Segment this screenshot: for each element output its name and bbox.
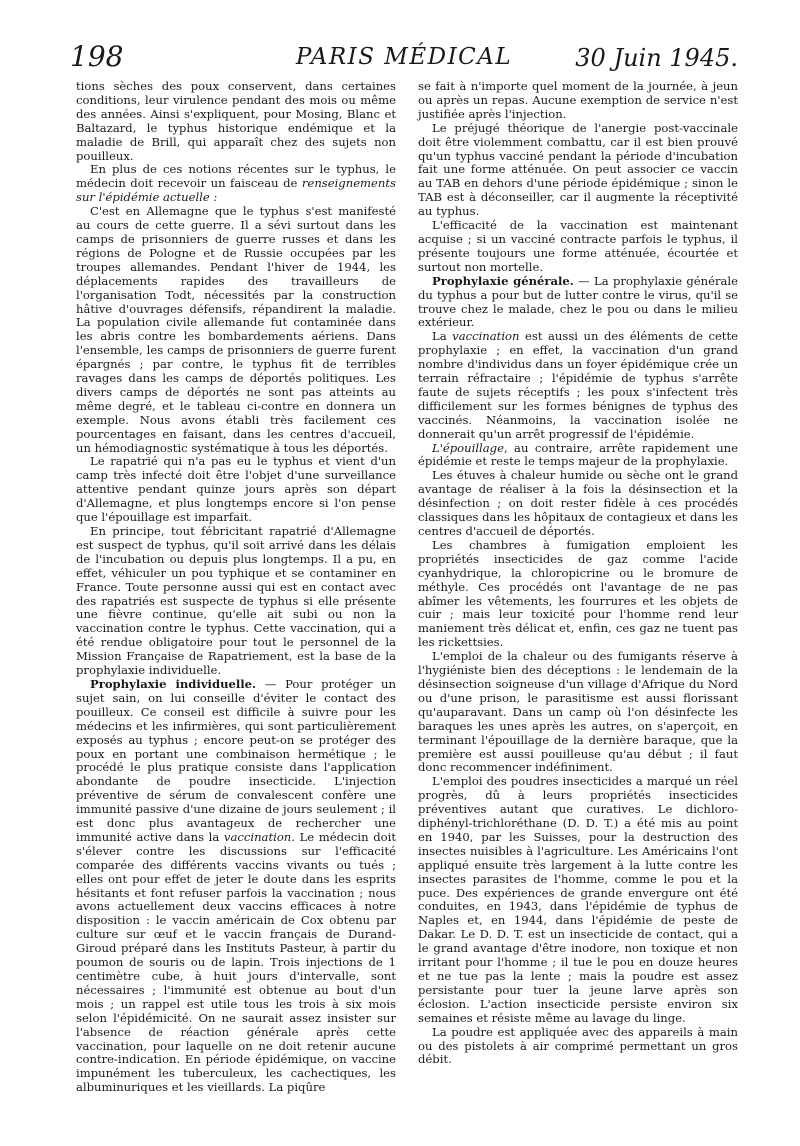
emphasis-text: vaccination: [223, 829, 292, 844]
paragraph: Le rapatrié qui n'a pas eu le typhus et vient d'un camp très infecté doit être l'objet d'une surveillance attentive pendant quinze jours après son départ d'Allemagne, et plus longtemps encore si l'on pense que l'épouillage est imparfait.: [76, 454, 396, 525]
emphasis-text: vaccination: [452, 329, 520, 344]
paragraph-text: — La prophylaxie générale du typhus a pour but de lutter contre le virus, qu'il se trouve chez le malade, chez le pou ou dans le milieu extérieur.: [418, 273, 738, 330]
paragraph-text: La: [432, 329, 453, 344]
paragraph: L'emploi des poudres insecticides a marqué un réel progrès, dû à leurs propriétés insecticides préventives autant que curatives. Le dichloro-diphényl-trichloréthane (D. D. T.) a été mis au point en 1940, par les Suisses, pour la destruction des insectes nuisibles à l'agriculture. Les Américains l'ont appliqué ensuite très largement à la lutte contre les insectes parasites de l'homme, comme le pou et la puce. Des expériences de grande envergure ont été conduites, en 1943, dans l'épidémie de typhus de Naples et, en 1944, dans l'épidémie de peste de Dakar. Le D. D. T. est un insecticide de contact, qui a le grand avantage d'être inodore, non toxique et non irritant pour l'homme ; il tue le pou en douze heures et ne tue pas la lente ; mais la poudre est assez persistante pour tuer la jeune larve après son éclosion. L'action insecticide persiste environ six semaines et résiste même au lavage du linge.: [418, 774, 738, 1025]
paragraph: tions sèches des poux conservent, dans certaines conditions, leur virulence pendant des mois ou même des années. Ainsi s'expliquent, pour Mosing, Blanc et Baltazard, le typhus historique endémique et la maladie de Brill, qui apparaît chez des sujets non pouilleux.: [76, 79, 396, 163]
section-prophylaxie-individuelle: [76, 678, 396, 1095]
page-header: [70, 40, 738, 80]
paragraph-text: . Le médecin doit s'élever contre les discussions sur l'efficacité comparée des différents vaccins vivants ou tués ; elles ont pour effet de jeter le doute dans les esprits hésitants et font refuser parfois la vaccination ; nous avons actuellement deux vaccins efficaces à notre disposition : le vaccin américain de Cox obtenu par culture sur œuf et le vaccin français de Durand-Giroud préparé dans les Instituts Pasteur, à partir du poumon de souris ou de lapin. Trois injections de 1 centimètre cube, à huit jours d'intervalle, sont nécessaires ; l'immunité est obtenue au bout d'un mois ; un rappel est utile tous les trois à six mois selon l'épidémicité. On ne saurait assez insister sur l'absence de réaction générale après cette vaccination, pour laquelle on ne doit retenir aucune contre-indication. En période épidémique, on vaccine impunément les tuberculeux, les cachectiques, les albuminuriques et les vieillards. La piqûre: [76, 829, 396, 1095]
left-column: [76, 79, 396, 1095]
paragraph-text: , au contraire, arrête rapidement une épidémie et reste le temps majeur de la prophylaxie.: [418, 440, 738, 469]
right-column: [418, 80, 738, 1080]
paragraph-text: — Pour protéger un sujet sain, on lui conseille d'éviter le contact des pouilleux. Ce conseil est difficile à suivre pour les médecins et les infirmières, qui sont particulièrement exposés au typhus ; encore peut-on se protéger des poux en portant une combinaison hermétique ; le procédé le plus pratique consiste dans l'application abondante de poudre insecticide. L'injection préventive de sérum de convalescent confère une immunité passive d'une dizaine de jours seulement ; il est donc plus avantageux de rechercher une immunité active dans la: [76, 676, 396, 844]
emphasis-text: renseignements sur l'épidémie actuelle :: [76, 176, 396, 205]
paragraph-text: En plus de ces notions récentes sur le typhus, le médecin doit recevoir un faisceau de: [76, 162, 396, 191]
page-number: 198: [70, 40, 124, 73]
paragraph: Le préjugé théorique de l'anergie post-vaccinale doit être violemment combattu, car il est bien prouvé qu'un typhus vacciné pendant la période d'incubation fait une forme atténuée. On peut associer ce vaccin au TAB en dehors d'une période épidémique ; sinon le TAB est à déconseiller, car il augmente la réceptivité au typhus.: [418, 120, 738, 219]
journal-title: PARIS MÉDICAL: [295, 44, 513, 70]
paragraph: La poudre est appliquée avec des appareils à main ou des pistolets à air comprimé permettant un gros débit.: [418, 1024, 738, 1067]
paragraph: C'est en Allemagne que le typhus s'est manifesté au cours de cette guerre. Il a sévi surtout dans les camps de prisonniers de guerre russes et dans les régions de Pologne et de Russie occupées par les troupes allemandes. Pendant l'hiver de 1944, les déplacements rapides des travailleurs de l'organisation Todt, nécessités par la construction hâtive d'ouvrages défensifs, répandirent la maladie. La population civile allemande fut contaminée dans les abris contre les bombardements aériens. Dans l'ensemble, les camps de prisonniers de guerre furent épargnés ; par contre, le typhus fit de terribles ravages dans les camps de déportés politiques. Les divers camps de déportés ne sont pas atteints au même degré, et le tableau ci-contre en donnera un exemple. Nous avons établi très facilement ces pourcentages en faisant, dans les centres d'accueil, un hémodiagnostic systématique à tous les déportés.: [76, 204, 396, 455]
paragraph: Les étuves à chaleur humide ou sèche ont le grand avantage de réaliser à la fois la désinsection et la désinfection ; on doit rester fidèle à ces procédés classiques dans les hôpitaux de contagieux et dans les centres d'accueil de déportés.: [418, 468, 738, 538]
paragraph: En principe, tout fébricitant rapatrié d'Allemagne est suspect de typhus, qu'il soit arrivé dans les délais de l'incubation ou depuis plus longtemps. Il a pu, en effet, véhiculer un pou typhique et se contaminer en France. Toute personne aussi qui est en contact avec des rapatriés est suspecte de typhus si elle présente une fièvre continue, qu'elle ait subi ou non la vaccination contre le typhus. Cette vaccination, qui a été rendue obligatoire pour tout le personnel de la Mission Française de Rapatriement, est la base de la prophylaxie individuelle.: [76, 524, 396, 678]
paragraph-text: est aussi un des éléments de cette prophylaxie ; en effet, la vaccination d'un grand nombre d'individus dans un foyer épidémique crée un terrain réfractaire ; l'épidémie de typhus s'arrête faute de sujets réceptifs ; les poux s'infectent très difficilement sur les formes bénignes de typhus des vaccinés. Néanmoins, la vaccination isolée ne donnerait qu'un arrêt progressif de l'épidémie.: [418, 329, 738, 441]
paragraph: [418, 330, 738, 441]
section-heading: Prophylaxie individuelle.: [90, 676, 257, 691]
paragraph: se fait à n'importe quel moment de la journée, à jeun ou après un repas. Aucune exemption de service n'est justifiée après l'injection.: [418, 79, 738, 121]
paragraph: [418, 442, 738, 470]
section-heading: Prophylaxie générale.: [432, 273, 574, 288]
paragraph: L'efficacité de la vaccination est maintenant acquise ; si un vacciné contracte parfois le typhus, il présente toujours une forme atténuée, écourtée et surtout non mortelle.: [418, 218, 738, 274]
section-prophylaxie-generale: [418, 275, 738, 331]
paragraph: L'emploi de la chaleur ou des fumigants réserve à l'hygiéniste bien des déceptions : le lendemain de la désinsection soigneuse d'un village d'Afrique du Nord ou d'une prison, le parasitisme est aussi florissant qu'auparavant. Dans un camp où l'on désinfecte les baraques les unes après les autres, on s'aperçoit, en terminant l'épouillage de la dernière baraque, que la première est aussi pouilleuse qu'au début ; il faut donc recommencer indéfiniment.: [418, 649, 738, 775]
paragraph: [76, 163, 396, 205]
paragraph: Les chambres à fumigation emploient les propriétés insecticides de gaz comme l'acide cyanhydrique, la chloropicrine ou le bromure de méthyle. Ces procédés ont l'avantage de ne pas abîmer les vêtements, les fourrures et les objets de cuir ; mais leur toxicité pour l'homme rend leur maniement très délicat et, enfin, ces gaz ne tuent pas les rickettsies.: [418, 537, 738, 650]
emphasis-text: L'épouillage: [432, 440, 504, 455]
issue-date: 30 Juin 1945.: [575, 44, 738, 72]
